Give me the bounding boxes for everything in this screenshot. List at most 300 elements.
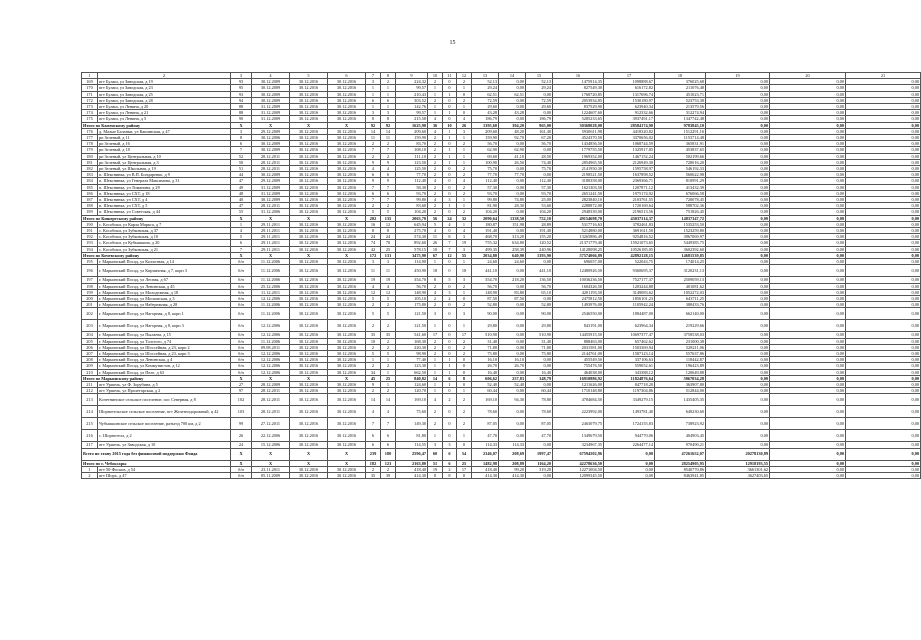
table-cell: 201 xyxy=(82,302,98,308)
table-cell: 28.12.2011 xyxy=(252,203,290,209)
table-cell: X xyxy=(290,448,328,460)
table-cell: 30.12.2009 xyxy=(252,97,290,103)
table-cell: 1 xyxy=(428,85,443,91)
table-cell: 209,60 xyxy=(472,128,499,134)
table-cell: 31,40 xyxy=(526,338,553,344)
table-cell: 1 xyxy=(457,221,472,227)
table-cell: 207 xyxy=(82,350,98,356)
table-cell: 191,40 xyxy=(472,228,499,234)
table-cell: 0,00 xyxy=(846,344,921,350)
table-cell: 29,80 xyxy=(472,320,499,332)
table-cell: 2475812,50 xyxy=(553,295,604,301)
table-cell: 965,00 xyxy=(526,122,553,128)
table-cell: 0 xyxy=(457,295,472,301)
table-cell: 10 xyxy=(366,338,381,344)
table-row xyxy=(82,320,921,332)
table-cell: 0,00 xyxy=(499,350,526,356)
table-cell: 30.12.2016 xyxy=(290,394,328,406)
table-cell: 131 xyxy=(381,252,396,258)
table-cell: 215,58 xyxy=(396,116,428,122)
table-cell: 31,40 xyxy=(472,338,499,344)
table-cell: 174014,25 xyxy=(655,259,706,265)
table-cell: 0,00 xyxy=(706,104,770,110)
table-cell: 728016,20 xyxy=(655,159,706,165)
table-cell: 0,00 xyxy=(706,283,770,289)
table-cell: 0,00 xyxy=(846,460,921,466)
table-cell: 1493781,40 xyxy=(604,406,655,418)
table-cell: г. Марьинский Посад, ул Пеле, д 63 xyxy=(98,369,231,375)
table-cell: 30368028,00 xyxy=(553,122,604,128)
table-cell: 3370656,02 xyxy=(604,135,655,141)
table-cell: 72,59 xyxy=(526,97,553,103)
table-cell: 4 xyxy=(428,289,443,295)
table-cell: 200 xyxy=(82,295,98,301)
table-cell: 47261652,07 xyxy=(655,448,706,460)
table-cell: 30.12.2016 xyxy=(328,332,366,338)
table-cell: 57574066,89 xyxy=(553,252,604,258)
table-cell: 738923,92 xyxy=(655,418,706,430)
table-cell: 376025,68 xyxy=(655,79,706,85)
table-cell: 2 xyxy=(428,166,443,172)
table-cell: 1 xyxy=(443,159,457,165)
table-cell: 19 xyxy=(428,466,443,472)
table-cell: 10036236,50 xyxy=(553,277,604,283)
table-cell: 213 xyxy=(82,394,98,406)
table-cell: 99 xyxy=(231,418,252,430)
table-cell: 0,00 xyxy=(770,190,846,196)
table-cell: 3 xyxy=(366,259,381,265)
table-cell: 2 xyxy=(381,320,396,332)
table-cell: 30.12.2016 xyxy=(328,190,366,196)
table-cell: 2 xyxy=(428,184,443,190)
table-cell: 0,00 xyxy=(526,172,553,178)
table-cell: 0,00 xyxy=(846,363,921,369)
table-cell: 720078,45 xyxy=(655,197,706,203)
table-cell: 4 xyxy=(231,228,252,234)
table-cell: пгт Булаш, ул Заводская, д 23 xyxy=(98,85,231,91)
table-cell: 36 xyxy=(428,122,443,128)
table-cell: 30.12.2016 xyxy=(328,350,366,356)
table-cell: 30.12.2016 xyxy=(328,430,366,442)
table-cell: 48 xyxy=(231,190,252,196)
table-cell: 75,70 xyxy=(526,166,553,172)
table-cell: 0,00 xyxy=(706,350,770,356)
table-cell: 186 xyxy=(82,190,98,196)
table-cell: 892,60 xyxy=(396,240,428,246)
table-cell: 0,00 xyxy=(846,388,921,394)
table-cell: 69,60 xyxy=(472,153,499,159)
table-cell: 3120231,13 xyxy=(655,265,706,277)
table-cell: 95 xyxy=(231,85,252,91)
table-cell: 11824876,64 xyxy=(604,375,655,381)
table-cell: 0,00 xyxy=(770,104,846,110)
table-cell: 0,00 xyxy=(846,246,921,252)
table-cell: 0,00 xyxy=(706,178,770,184)
table-cell: 9 xyxy=(366,178,381,184)
table-cell: 62,51 xyxy=(499,91,526,97)
page-number: 15 xyxy=(449,40,456,46)
table-cell: 93,70 xyxy=(472,190,499,196)
table-cell: 120,70 xyxy=(396,388,428,394)
table-cell: 0,00 xyxy=(770,363,846,369)
table-cell: 20 xyxy=(770,73,846,79)
table-cell: 1 xyxy=(457,197,472,203)
table-cell: 43,28 xyxy=(499,110,526,116)
table-cell: 111,10 xyxy=(396,153,428,159)
table-cell: 0,00 xyxy=(770,338,846,344)
table-cell: 16,10 xyxy=(499,357,526,363)
table-cell: 52,40 xyxy=(499,381,526,387)
table-cell: 0,00 xyxy=(846,240,921,246)
table-cell: 0 xyxy=(443,228,457,234)
table-cell: 186,79 xyxy=(526,116,553,122)
table-cell: 17 xyxy=(457,332,472,338)
table-cell: 179 xyxy=(82,147,98,153)
table-cell: 25.12.2006 xyxy=(252,283,290,289)
table-cell: 4 xyxy=(428,128,443,134)
table-cell: пгт Булаш, ул Заводская, д 19 xyxy=(98,79,231,85)
table-cell: 2369366,71 xyxy=(604,178,655,184)
table-cell: X xyxy=(328,215,366,221)
table-cell: б/н xyxy=(231,277,252,283)
table-cell: 0,00 xyxy=(770,344,846,350)
table-cell: 16910886,92 xyxy=(553,375,604,381)
table-cell: 1325917,85 xyxy=(604,147,655,153)
table-cell: 0,00 xyxy=(499,320,526,332)
table-cell: 30.12.2016 xyxy=(328,246,366,252)
table-cell: 0,00 xyxy=(770,197,846,203)
table-cell: 0,00 xyxy=(706,277,770,283)
table-cell: 1338,50 xyxy=(499,215,526,221)
table-cell: 0,00 xyxy=(770,442,846,448)
table-cell: пгт Булаш, ул Заводская, д 25 xyxy=(98,91,231,97)
table-cell: 9 xyxy=(366,381,381,387)
table-cell: Чубышкинское сельское поселение, разъезд 700 км, д 2 xyxy=(98,418,231,430)
table-cell: 1347742,48 xyxy=(655,116,706,122)
table-cell: 0,00 xyxy=(499,369,526,375)
table-cell: 55 xyxy=(457,252,472,258)
table-cell: 1 xyxy=(82,466,98,472)
table-cell: 30.12.2016 xyxy=(328,388,366,394)
table-cell: 6 xyxy=(366,430,381,442)
table-cell: 0,00 xyxy=(604,460,655,466)
table-cell: 0 xyxy=(443,344,457,350)
table-cell: г. Марьинский Посад, ул Ленинская, д 4 xyxy=(98,357,231,363)
table-cell: 67,20 xyxy=(526,135,553,141)
table-cell: 192 xyxy=(82,234,98,240)
table-cell: 2 xyxy=(381,466,396,472)
table-cell: 26 xyxy=(457,122,472,128)
table-cell: 0,00 xyxy=(499,141,526,147)
table-cell: 2196513,56 xyxy=(604,209,655,215)
table-cell: 510,90 xyxy=(526,332,553,338)
table-cell: 30.12.2016 xyxy=(328,234,366,240)
table-cell: 5 xyxy=(381,295,396,301)
table-cell: 5 xyxy=(231,234,252,240)
table-cell: 0,00 xyxy=(770,472,846,478)
table-cell: 2053934,85 xyxy=(553,97,604,103)
table-cell: 12.12.2006 xyxy=(252,295,290,301)
table-cell: 2 xyxy=(443,295,457,301)
table-cell: 70 xyxy=(381,240,396,246)
table-cell: 52,13 xyxy=(472,79,499,85)
table-cell: 0,00 xyxy=(499,116,526,122)
table-cell: 0,00 xyxy=(770,460,846,466)
table-cell: 148,90 xyxy=(472,289,499,295)
table-cell: 2 xyxy=(457,350,472,356)
table-cell: 2651241,50 xyxy=(553,190,604,196)
table-cell: 31.12.2009 xyxy=(252,184,290,190)
table-cell: пгт Уршель, ул Ф. Зорубина, д 5 xyxy=(98,381,231,387)
table-cell: 52,40 xyxy=(472,381,499,387)
table-cell: 0,00 xyxy=(770,234,846,240)
table-cell: 0,00 xyxy=(770,277,846,283)
table-cell: 30.12.2016 xyxy=(328,302,366,308)
table-cell: г. Марьинский Посад, ул Толстого, д 74 xyxy=(98,338,231,344)
table-cell: 0 xyxy=(443,190,457,196)
table-cell: 2126949,30 xyxy=(604,159,655,165)
table-cell: 108,10 xyxy=(396,147,428,153)
table-cell: 6 xyxy=(381,172,396,178)
table-cell: 1 xyxy=(366,104,381,110)
table-cell: 1 xyxy=(443,363,457,369)
table-cell: 0,00 xyxy=(846,197,921,203)
table-cell: 30.12.2016 xyxy=(290,221,328,227)
table-cell: 11.12.2006 xyxy=(252,259,290,265)
table-cell: 30.12.2016 xyxy=(328,308,366,320)
table-cell: 57,30 xyxy=(472,184,499,190)
table-cell: 2 xyxy=(381,363,396,369)
table-cell: 0,00 xyxy=(706,332,770,338)
table-cell: 2 xyxy=(381,302,396,308)
table-cell: 0 xyxy=(443,79,457,85)
table-cell: 0,00 xyxy=(846,448,921,460)
table-cell: 0,00 xyxy=(499,283,526,289)
table-cell: 7 xyxy=(443,246,457,252)
table-cell: 112,40 xyxy=(472,178,499,184)
table-cell: 2 xyxy=(457,338,472,344)
table-cell: 174 xyxy=(82,110,98,116)
table-cell: 193 xyxy=(82,240,98,246)
table-cell: 8 xyxy=(443,472,457,478)
table-cell: 28.12.2011 xyxy=(252,406,290,418)
table-cell: 7 xyxy=(381,147,396,153)
table-cell: 11 xyxy=(381,265,396,277)
table-cell: 30.12.2016 xyxy=(290,178,328,184)
table-cell: 2090,64 xyxy=(472,215,499,221)
table-cell: 29.11.2011 xyxy=(252,228,290,234)
table-cell: 41,10 xyxy=(499,153,526,159)
table-cell: 15.12.2006 xyxy=(252,442,290,448)
table-cell: 1 xyxy=(428,91,443,97)
table-cell: 0,00 xyxy=(846,166,921,172)
table-cell: 60 xyxy=(428,448,443,460)
table-cell: 1493976,00 xyxy=(553,302,604,308)
table-cell: 0 xyxy=(443,104,457,110)
table-cell: рп Зеленый, д 11 xyxy=(98,135,231,141)
table-cell: 211 xyxy=(82,381,98,387)
table-cell: 0,00 xyxy=(499,184,526,190)
table-cell: 30.12.2009 xyxy=(252,147,290,153)
table-cell: 0,00 xyxy=(770,252,846,258)
table-cell: 0,00 xyxy=(526,357,553,363)
table-cell: 0,00 xyxy=(846,122,921,128)
table-cell: 11.12.2006 xyxy=(252,265,290,277)
table-cell: 1 xyxy=(231,221,252,227)
table-cell: 05.11.2009 xyxy=(252,472,290,478)
table-cell: 5449385,75 xyxy=(655,240,706,246)
table-cell: X xyxy=(328,122,366,128)
table-cell: 17 xyxy=(457,466,472,472)
table-cell: 0 xyxy=(443,320,457,332)
table-cell: 12 xyxy=(381,289,396,295)
table-cell: 24 xyxy=(366,234,381,240)
table-cell: 74,80 xyxy=(499,197,526,203)
table-cell: 3627403,65 xyxy=(706,472,770,478)
table-cell: Итого по г. Чебоксары xyxy=(82,460,231,466)
table-cell: 30.12.2016 xyxy=(328,381,366,387)
table-cell: 31.12.2009 xyxy=(252,104,290,110)
table-cell: 662,50 xyxy=(396,369,428,375)
table-cell: 2 xyxy=(457,406,472,418)
table-cell: 1 xyxy=(381,369,396,375)
table-cell: 2103761,55 xyxy=(604,197,655,203)
table-cell: 388433,76 xyxy=(655,302,706,308)
table-cell: 30.12.2016 xyxy=(328,357,366,363)
table-cell: 1 xyxy=(457,104,472,110)
table-cell: 114,55 xyxy=(396,442,428,448)
table-cell: 4418320,82 xyxy=(604,128,655,134)
table-cell: 2 xyxy=(428,283,443,289)
table-cell: б/н xyxy=(231,350,252,356)
table-cell: 90,00 xyxy=(472,308,499,320)
table-cell: 169 xyxy=(82,79,98,85)
table-cell: 112,40 xyxy=(526,178,553,184)
table-cell: 2346,07 xyxy=(472,448,499,460)
table-cell: 30.12.2016 xyxy=(290,369,328,375)
table-cell: 2 xyxy=(366,302,381,308)
table-cell: 30.12.2016 xyxy=(328,394,366,406)
table-cell: рп Зеленый, ул Центральная, д 10 xyxy=(98,153,231,159)
table-cell: 35 xyxy=(366,332,381,338)
table-cell: 27 xyxy=(231,381,252,387)
table-cell: пгт Булаш, ул Ленина, д 20 xyxy=(98,104,231,110)
table-cell: рп Зеленый, ул Школьная, д 19 xyxy=(98,166,231,172)
table-cell: рп Зеленый, д 18 xyxy=(98,147,231,153)
table-cell: 77,40 xyxy=(396,357,428,363)
table-cell: 7 xyxy=(366,147,381,153)
table-cell: 354,70 xyxy=(396,277,428,283)
table-cell: 48,20 xyxy=(499,128,526,134)
table-cell: 0,00 xyxy=(846,302,921,308)
table-cell: 0 xyxy=(443,418,457,430)
table-cell: 258,39 xyxy=(499,246,526,252)
table-cell: 6 xyxy=(381,442,396,448)
table-cell: 0,00 xyxy=(846,85,921,91)
table-cell: п. Шекснинка, ул СХТ, д 18 xyxy=(98,190,231,196)
table-cell: 0,00 xyxy=(499,406,526,418)
table-cell: 14681539,85 xyxy=(655,252,706,258)
table-cell: 29,24 xyxy=(526,85,553,91)
table-cell: 2288872,00 xyxy=(553,203,604,209)
table-cell: 3 xyxy=(428,308,443,320)
table-cell: 206 xyxy=(82,344,98,350)
table-row xyxy=(82,394,921,406)
table-cell: 210,43 xyxy=(396,91,428,97)
table-cell: 30.12.2016 xyxy=(290,79,328,85)
table-cell: 1 xyxy=(381,104,396,110)
total-row xyxy=(82,448,921,460)
table-cell: 30.12.2016 xyxy=(328,184,366,190)
table-cell: 0 xyxy=(443,332,457,338)
table-cell: 0,00 xyxy=(526,363,553,369)
table-cell: 0,00 xyxy=(770,295,846,301)
table-cell: 1969352,00 xyxy=(553,153,604,159)
table-cell: X xyxy=(252,252,290,258)
table-cell: 0,00 xyxy=(706,381,770,387)
table-cell: 3758538,03 xyxy=(655,332,706,338)
table-cell: 14 xyxy=(366,128,381,134)
table-cell: 0,00 xyxy=(706,308,770,320)
table-cell: 0,00 xyxy=(846,252,921,258)
table-cell: 0,00 xyxy=(706,128,770,134)
table-cell: 354,70 xyxy=(472,277,499,283)
table-cell: 28,30 xyxy=(499,203,526,209)
table-cell: 30.12.2016 xyxy=(290,418,328,430)
table-cell: 0,00 xyxy=(499,418,526,430)
table-cell: 0,00 xyxy=(706,259,770,265)
table-cell: 22.12.2006 xyxy=(252,430,290,442)
table-cell: 20278130,89 xyxy=(706,448,770,460)
table-cell: 1 xyxy=(457,153,472,159)
table-cell: 1 xyxy=(443,381,457,387)
table-cell: 606,62 xyxy=(472,375,499,381)
table-cell: 0,00 xyxy=(604,472,655,478)
table-cell: пгт Булаш, ул Заводская, д 28 xyxy=(98,97,231,103)
table-cell: X xyxy=(231,215,252,221)
table-cell: 0,00 xyxy=(846,97,921,103)
table-cell: 67 xyxy=(428,252,443,258)
table-cell: 219229,66 xyxy=(655,320,706,332)
table-cell: 30.12.2016 xyxy=(328,369,366,375)
table-cell: 19 xyxy=(366,277,381,283)
table-cell: 8463941,85 xyxy=(655,472,706,478)
table-row xyxy=(82,406,921,418)
table-cell: 30.12.2016 xyxy=(290,350,328,356)
table-cell: 0,00 xyxy=(706,338,770,344)
table-cell: 14128098,25 xyxy=(553,246,604,252)
table-cell: 499,35 xyxy=(472,246,499,252)
table-cell: 1884487,00 xyxy=(604,308,655,320)
table-cell: 0,00 xyxy=(706,357,770,363)
table-cell: 75,80 xyxy=(472,350,499,356)
table-cell: 0,00 xyxy=(846,110,921,116)
table-cell: 30.12.2016 xyxy=(290,209,328,215)
table-cell: 12 xyxy=(381,221,396,227)
table-cell: 6 xyxy=(443,375,457,381)
table-cell: 0,00 xyxy=(770,135,846,141)
table-cell: 588702,36 xyxy=(655,203,706,209)
table-cell: 3 xyxy=(457,234,472,240)
table-cell: 0,00 xyxy=(846,184,921,190)
table-cell: 30.12.2016 xyxy=(290,166,328,172)
table-cell: п. Шекснинка, ул Генерала Максимова, д 31 xyxy=(98,178,231,184)
table-cell: 3937491,17 xyxy=(604,116,655,122)
table-cell: 16 xyxy=(366,221,381,227)
table-cell: 0,00 xyxy=(846,203,921,209)
table-cell: 29.11.2011 xyxy=(252,246,290,252)
table-cell: 1 xyxy=(457,147,472,153)
